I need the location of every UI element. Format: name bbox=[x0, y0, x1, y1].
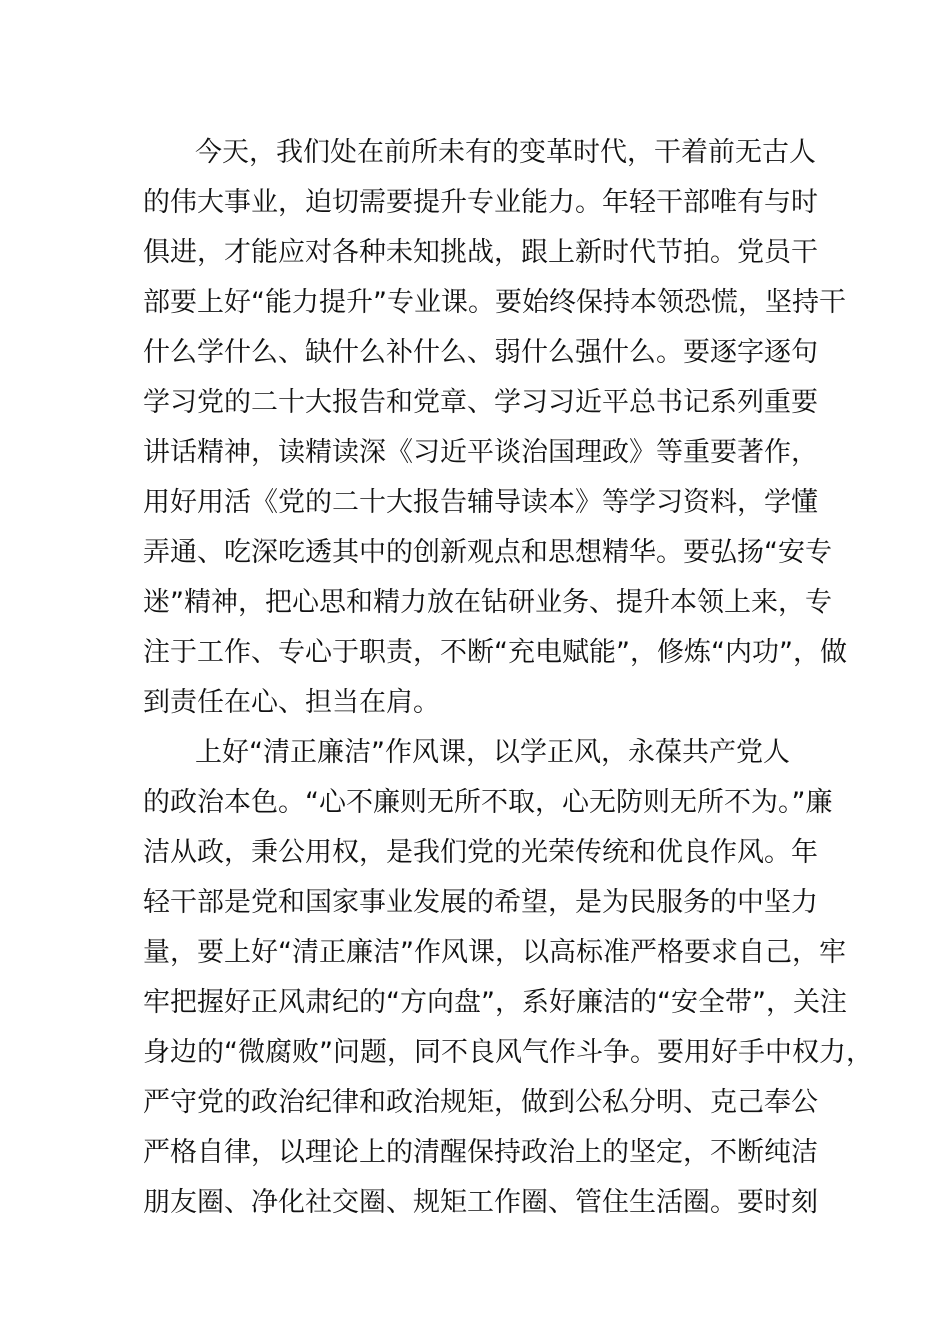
text-line: 的政治本色。“心不廉则无所不取，心无防则无所不为。”廉 bbox=[143, 787, 833, 818]
text-line: 轻干部是党和国家事业发展的希望，是为民服务的中坚力 bbox=[143, 887, 818, 918]
paragraph-2 bbox=[143, 728, 873, 1228]
text-line: 到责任在心、担当在肩。 bbox=[143, 687, 440, 718]
text-line: 学习党的二十大报告和党章、学习习近平总书记系列重要 bbox=[143, 387, 818, 418]
text-line: 注于工作、专心于职责，不断“充电赋能”，修炼“内功”，做 bbox=[143, 637, 847, 668]
text-line: 洁从政，秉公用权，是我们党的光荣传统和优良作风。年 bbox=[143, 837, 818, 868]
text-line: 今天，我们处在前所未有的变革时代，干着前无古人 bbox=[195, 137, 816, 168]
text-line: 身边的“微腐败”问题，同不良风气作斗争。要用好手中权力， bbox=[143, 1037, 873, 1068]
text-line: 的伟大事业，迫切需要提升专业能力。年轻干部唯有与时 bbox=[143, 187, 818, 218]
text-line: 俱进，才能应对各种未知挑战，跟上新时代节拍。党员干 bbox=[143, 237, 818, 268]
text-line: 量，要上好“清正廉洁”作风课，以高标准严格要求自己，牢 bbox=[143, 937, 846, 968]
text-line: 上好“清正廉洁”作风课，以学正风，永葆共产党人 bbox=[195, 737, 790, 768]
text-line: 严格自律，以理论上的清醒保持政治上的坚定，不断纯洁 bbox=[143, 1137, 818, 1168]
text-line: 弄通、吃深吃透其中的创新观点和思想精华。要弘扬“安专 bbox=[143, 537, 832, 568]
text-line: 什么学什么、缺什么补什么、弱什么强什么。要逐字逐句 bbox=[143, 337, 818, 368]
body-text bbox=[143, 128, 873, 1228]
text-line: 用好用活《党的二十大报告辅导读本》等学习资料，学懂 bbox=[143, 487, 818, 518]
text-line: 牢把握好正风肃纪的“方向盘”，系好廉洁的“安全带”，关注 bbox=[143, 987, 847, 1018]
text-line: 朋友圈、净化社交圈、规矩工作圈、管住生活圈。要时刻 bbox=[143, 1187, 818, 1218]
text-line: 部要上好“能力提升”专业课。要始终保持本领恐慌，坚持干 bbox=[143, 287, 846, 318]
text-line: 讲话精神，读精读深《习近平谈治国理政》等重要著作， bbox=[143, 437, 818, 468]
paragraph-1 bbox=[143, 128, 847, 728]
text-line: 迷”精神，把心思和精力放在钻研业务、提升本领上来，专 bbox=[143, 587, 832, 618]
text-line: 严守党的政治纪律和政治规矩，做到公私分明、克己奉公 bbox=[143, 1087, 818, 1118]
